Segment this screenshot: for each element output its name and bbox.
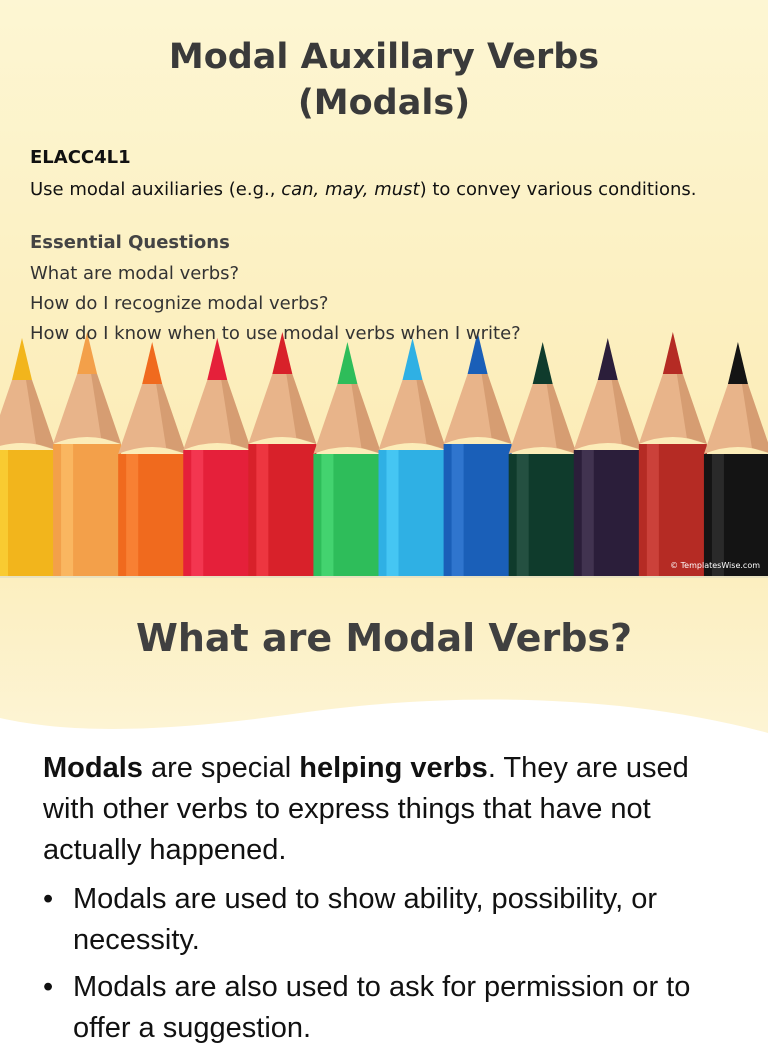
standard-post: ) to convey various conditions. (419, 179, 697, 200)
pencil (444, 332, 512, 576)
bullet-item: • Modals are also used to ask for permission or to offer a suggestion. (43, 967, 733, 1049)
watermark: © TemplatesWise.com (670, 561, 760, 570)
question-item: How do I recognize modal verbs? (30, 293, 329, 314)
pencil (53, 332, 121, 576)
pencil (509, 342, 577, 576)
term-helping-verbs: helping verbs (299, 752, 488, 784)
bullet-item: • Modals are used to show ability, possibility, or necessity. (43, 879, 733, 961)
pencil (183, 338, 251, 576)
pencil (639, 332, 707, 576)
bullet-list (43, 879, 733, 1049)
pencil (0, 338, 56, 576)
essential-questions-heading: Essential Questions (30, 232, 230, 253)
standard-examples: can, may, must (281, 179, 420, 200)
standard-pre: Use modal auxiliaries (e.g., (30, 179, 282, 200)
essential-questions-list (30, 259, 521, 349)
term-modals: Modals (43, 752, 143, 784)
slide-2-body (43, 748, 733, 1055)
title-line-2: (Modals) (297, 83, 471, 123)
title-line-1: Modal Auxillary Verbs (168, 37, 600, 77)
slide-2-title: What are Modal Verbs? (135, 616, 633, 660)
slide-2 (0, 576, 768, 1044)
pencil (118, 342, 186, 576)
pencil (248, 332, 316, 576)
pencil (379, 338, 447, 576)
pencil (574, 338, 642, 576)
pencil (704, 342, 768, 576)
question-item: How do I know when to use modal verbs when I write? (30, 323, 521, 344)
pencil (313, 342, 381, 576)
question-item: What are modal verbs? (30, 263, 240, 284)
standard-code: ELACC4L1 (30, 147, 131, 168)
definition-paragraph: Modals are special helping verbs. They are used with other verbs to express things that have not actually happened. (43, 752, 689, 866)
